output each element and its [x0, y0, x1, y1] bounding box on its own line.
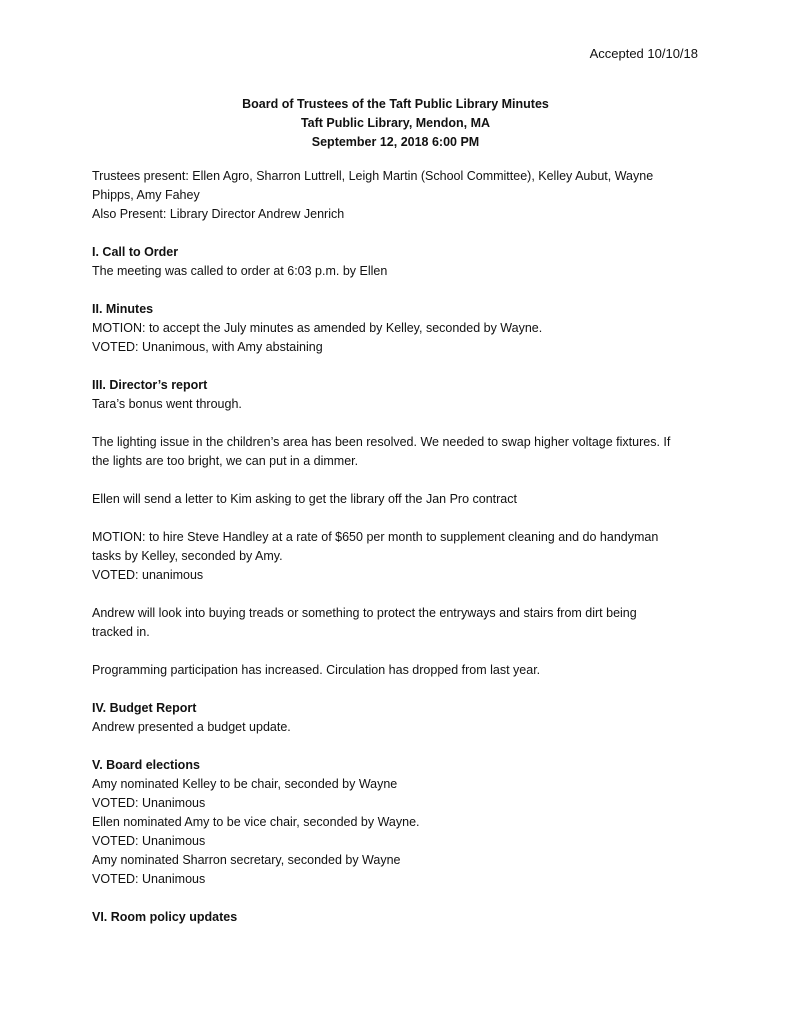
directors-report-motion-line2: tasks by Kelley, seconded by Amy.	[92, 549, 283, 563]
budget-report-text: Andrew presented a budget update.	[92, 720, 291, 734]
board-elections-line3: Ellen nominated Amy to be vice chair, seconded by Wayne.	[92, 815, 420, 829]
board-elections-line1: Amy nominated Kelley to be chair, seconded by Wayne	[92, 777, 398, 791]
header-location: Taft Public Library, Mendon, MA	[300, 116, 491, 130]
section-heading-board-elections: V. Board elections	[92, 758, 200, 772]
header-date: September 12, 2018 6:00 PM	[311, 135, 480, 149]
directors-report-treads-line1: Andrew will look into buying treads or something to protect the entryways and stairs from dirt being	[92, 606, 637, 620]
directors-report-lighting-line1: The lighting issue in the children’s area has been resolved. We needed to swap higher voltage fixtures. If	[92, 435, 671, 449]
directors-report-motion-line1: MOTION: to hire Steve Handley at a rate of $650 per month to supplement cleaning and do handyman	[92, 530, 659, 544]
directors-report-letter: Ellen will send a letter to Kim asking to get the library off the Jan Pro contract	[92, 492, 517, 506]
minutes-header	[0, 95, 791, 152]
minutes-motion: MOTION: to accept the July minutes as amended by Kelley, seconded by Wayne.	[92, 321, 543, 335]
section-heading-call-to-order: I. Call to Order	[92, 245, 179, 259]
board-elections-line5: Amy nominated Sharron secretary, seconded by Wayne	[92, 853, 401, 867]
directors-report-motion-voted: VOTED: unanimous	[92, 568, 204, 582]
header-title: Board of Trustees of the Taft Public Library Minutes	[242, 97, 549, 111]
accepted-date: Accepted 10/10/18	[589, 46, 698, 61]
directors-report-bonus: Tara’s bonus went through.	[92, 397, 242, 411]
board-elections-line2: VOTED: Unanimous	[92, 796, 206, 810]
trustees-present-line2: Phipps, Amy Fahey	[92, 188, 200, 202]
trustees-present-line1: Trustees present: Ellen Agro, Sharron Luttrell, Leigh Martin (School Committee), Kelley Aubut, Wayne	[92, 169, 654, 183]
section-heading-minutes: II. Minutes	[92, 302, 154, 316]
board-elections-line6: VOTED: Unanimous	[92, 872, 206, 886]
directors-report-programming: Programming participation has increased. Circulation has dropped from last year.	[92, 663, 541, 677]
call-to-order-text: The meeting was called to order at 6:03 p.m. by Ellen	[92, 264, 388, 278]
section-heading-directors-report: III. Director’s report	[92, 378, 208, 392]
minutes-body	[92, 167, 707, 927]
directors-report-treads-line2: tracked in.	[92, 625, 150, 639]
board-elections-line4: VOTED: Unanimous	[92, 834, 206, 848]
section-heading-room-policy: VI. Room policy updates	[92, 910, 238, 924]
section-heading-budget-report: IV. Budget Report	[92, 701, 197, 715]
directors-report-lighting-line2: the lights are too bright, we can put in a dimmer.	[92, 454, 359, 468]
minutes-voted: VOTED: Unanimous, with Amy abstaining	[92, 340, 323, 354]
also-present: Also Present: Library Director Andrew Jenrich	[92, 207, 345, 221]
